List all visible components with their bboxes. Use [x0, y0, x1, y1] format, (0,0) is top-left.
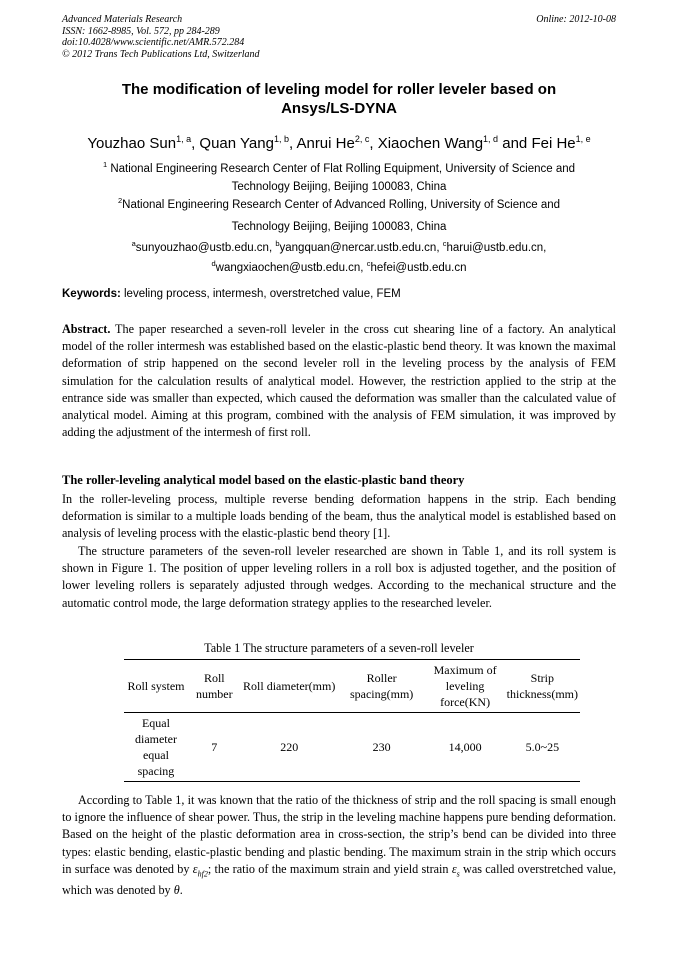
keywords	[62, 287, 616, 301]
author-list	[40, 129, 638, 154]
email-superscript: c	[442, 239, 447, 248]
table-cell: 14,000	[425, 713, 504, 782]
email-superscript: c	[366, 258, 371, 268]
table-row	[124, 713, 580, 782]
paragraph-3-text: According to Table 1, it was known that the ratio of the thickness of strip and the roll spacing is small enough to ignore the influence of shear power. Thus, the strip in the leveling machine happens pure bending deformation. Based on the height of the plastic deformation area in cross-section, the strip’s bend can be divided into three types: elastic bending, elastic-plastic bending and plastic bending. The maximum strain in the strip which occurs in surface was denoted by	[62, 793, 616, 876]
email-superscript: b	[275, 239, 280, 248]
affiliation-2	[62, 192, 616, 236]
author-superscript: 2, c	[354, 134, 370, 144]
structure-table	[124, 659, 580, 782]
affiliation-line: Technology Beijing, Beijing 100083, China	[231, 180, 447, 193]
author-name: Anrui He	[296, 135, 355, 152]
email-a[interactable]: sunyouzhao@ustb.edu.cn,	[135, 241, 276, 254]
author-superscript: 1, d	[483, 134, 499, 144]
affiliation-superscript: 1	[102, 160, 108, 169]
author-name: Fei He	[531, 135, 576, 152]
paragraph-3-text: was called overstretched value, which was denoted by	[62, 861, 616, 898]
paper-title	[62, 80, 616, 118]
table-header-cell: Roller spacing(mm)	[338, 660, 426, 713]
table-header-cell: Roll system	[124, 660, 188, 713]
affiliation-line: National Engineering Research Center of Advanced Rolling, University of Science and	[122, 198, 561, 211]
author-name: Quan Yang	[199, 135, 274, 152]
abstract-text: The paper researched a seven-roll leveler in the cross cut shearing line of a factory. An analytical model of the roller intermesh was established based on the elastic-plastic bend theory. It was known the maximal deformation of strip happened on the second leveler roll in the leveling process by the analysis of FEM simulation for the calculation results of analytical model. However, the restriction applied to the strip at the entrance side was smaller than expected, which caused the deformation was smaller than the calculated value of analytical model. Aiming at this program, combined with the analysis of FEM simulation, it was improved by adding the adjustment of the intermesh of first roll.	[62, 322, 616, 440]
table-header-cell: Maximum of leveling force(KN)	[425, 660, 504, 713]
table-cell: 230	[338, 713, 426, 782]
affiliation-line: Technology Beijing, Beijing 100083, China	[231, 220, 447, 233]
title-line-2: Ansys/LS-DYNA	[281, 100, 397, 117]
keywords-text: leveling process, intermesh, overstretched value, FEM	[120, 288, 401, 300]
strain-symbol	[192, 861, 208, 879]
epsilon-symbol: ε	[451, 861, 457, 876]
paragraph-3	[62, 792, 616, 900]
email-e[interactable]: hefei@ustb.edu.cn	[370, 261, 467, 274]
copyright-line: © 2012 Trans Tech Publications Ltd, Switzerland	[62, 48, 260, 60]
doi-line: doi:10.4028/www.scientific.net/AMR.572.284	[62, 37, 245, 48]
table-header-cell: Roll diameter(mm)	[241, 660, 338, 713]
author-separator: ,	[191, 135, 200, 152]
author-superscript: 1, a	[176, 134, 192, 144]
issn-line: ISSN: 1662-8985, Vol. 572, pp 284-289	[62, 25, 220, 37]
symbol-subscript: hf2	[197, 869, 208, 879]
abstract	[62, 321, 616, 441]
email-c[interactable]: harui@ustb.edu.cn,	[446, 241, 547, 254]
author-separator: ,	[369, 135, 378, 152]
theta-symbol: θ	[173, 883, 180, 898]
table-header-row	[124, 660, 580, 713]
title-line-1: The modification of leveling model for roller leveler based on	[121, 81, 557, 98]
author-name: Youzhao Sun	[87, 135, 177, 152]
table-cell: 7	[188, 713, 241, 782]
email-list	[62, 236, 616, 276]
abstract-label: Abstract.	[62, 322, 111, 336]
table-header-cell: Strip thickness(mm)	[505, 660, 580, 713]
journal-name: Advanced Materials Research	[62, 14, 183, 25]
symbol-subscript: s	[456, 869, 460, 879]
email-d[interactable]: wangxiaochen@ustb.edu.cn,	[215, 261, 367, 274]
epsilon-symbol: ε	[192, 861, 198, 876]
journal-header	[62, 14, 260, 60]
paragraph-3-text: .	[179, 883, 183, 898]
table-cell: Equal diameter equal spacing	[124, 713, 188, 782]
affiliation-superscript: 2	[117, 196, 123, 205]
section-paragraph-2: The structure parameters of the seven-roll leveler researched are shown in Table 1, and its roll system is shown in Figure 1. The position of upper leveling rollers in a roll box is adjusted together, and the position of lower leveling rollers is separately adjusted through wedges. According to the mechanical structure and the automatic control mode, the large deformation strategy applies to the researched leveler.	[62, 544, 616, 610]
table-cell: 5.0~25	[505, 713, 580, 782]
author-separator: ,	[288, 135, 297, 152]
author-separator: and	[498, 135, 532, 152]
section-heading: The roller-leveling analytical model based on the elastic-plastic band theory	[62, 473, 465, 487]
online-date: Online: 2012-10-08	[536, 14, 616, 25]
email-b[interactable]: yangquan@nercar.ustb.edu.cn,	[279, 241, 443, 254]
paragraph-3-text: ; the ratio of the maximum strain and yield strain	[207, 861, 452, 876]
table-cell: 220	[241, 713, 338, 782]
author-name: Xiaochen Wang	[377, 135, 484, 152]
email-superscript: d	[211, 258, 216, 268]
table-header-cell: Roll number	[188, 660, 241, 713]
author-superscript: 1, e	[575, 134, 591, 144]
affiliation-1	[62, 156, 616, 196]
keywords-label: Keywords:	[62, 288, 121, 300]
email-superscript: a	[131, 239, 136, 248]
yield-strain-symbol	[451, 861, 460, 879]
affiliation-line: National Engineering Research Center of Flat Rolling Equipment, University of Science and	[107, 162, 576, 175]
table-caption: Table 1 The structure parameters of a seven-roll leveler	[204, 641, 474, 655]
author-superscript: 1, b	[273, 134, 289, 144]
section-paragraph-1: In the roller-leveling process, multiple reverse bending deformation happens in the strip. Each bending deformation is similar to a multiple loads bending of the beam, thus the analytical model is established based on analysis of leveling process with the elastic-plastic bend theory [1].	[62, 492, 616, 541]
